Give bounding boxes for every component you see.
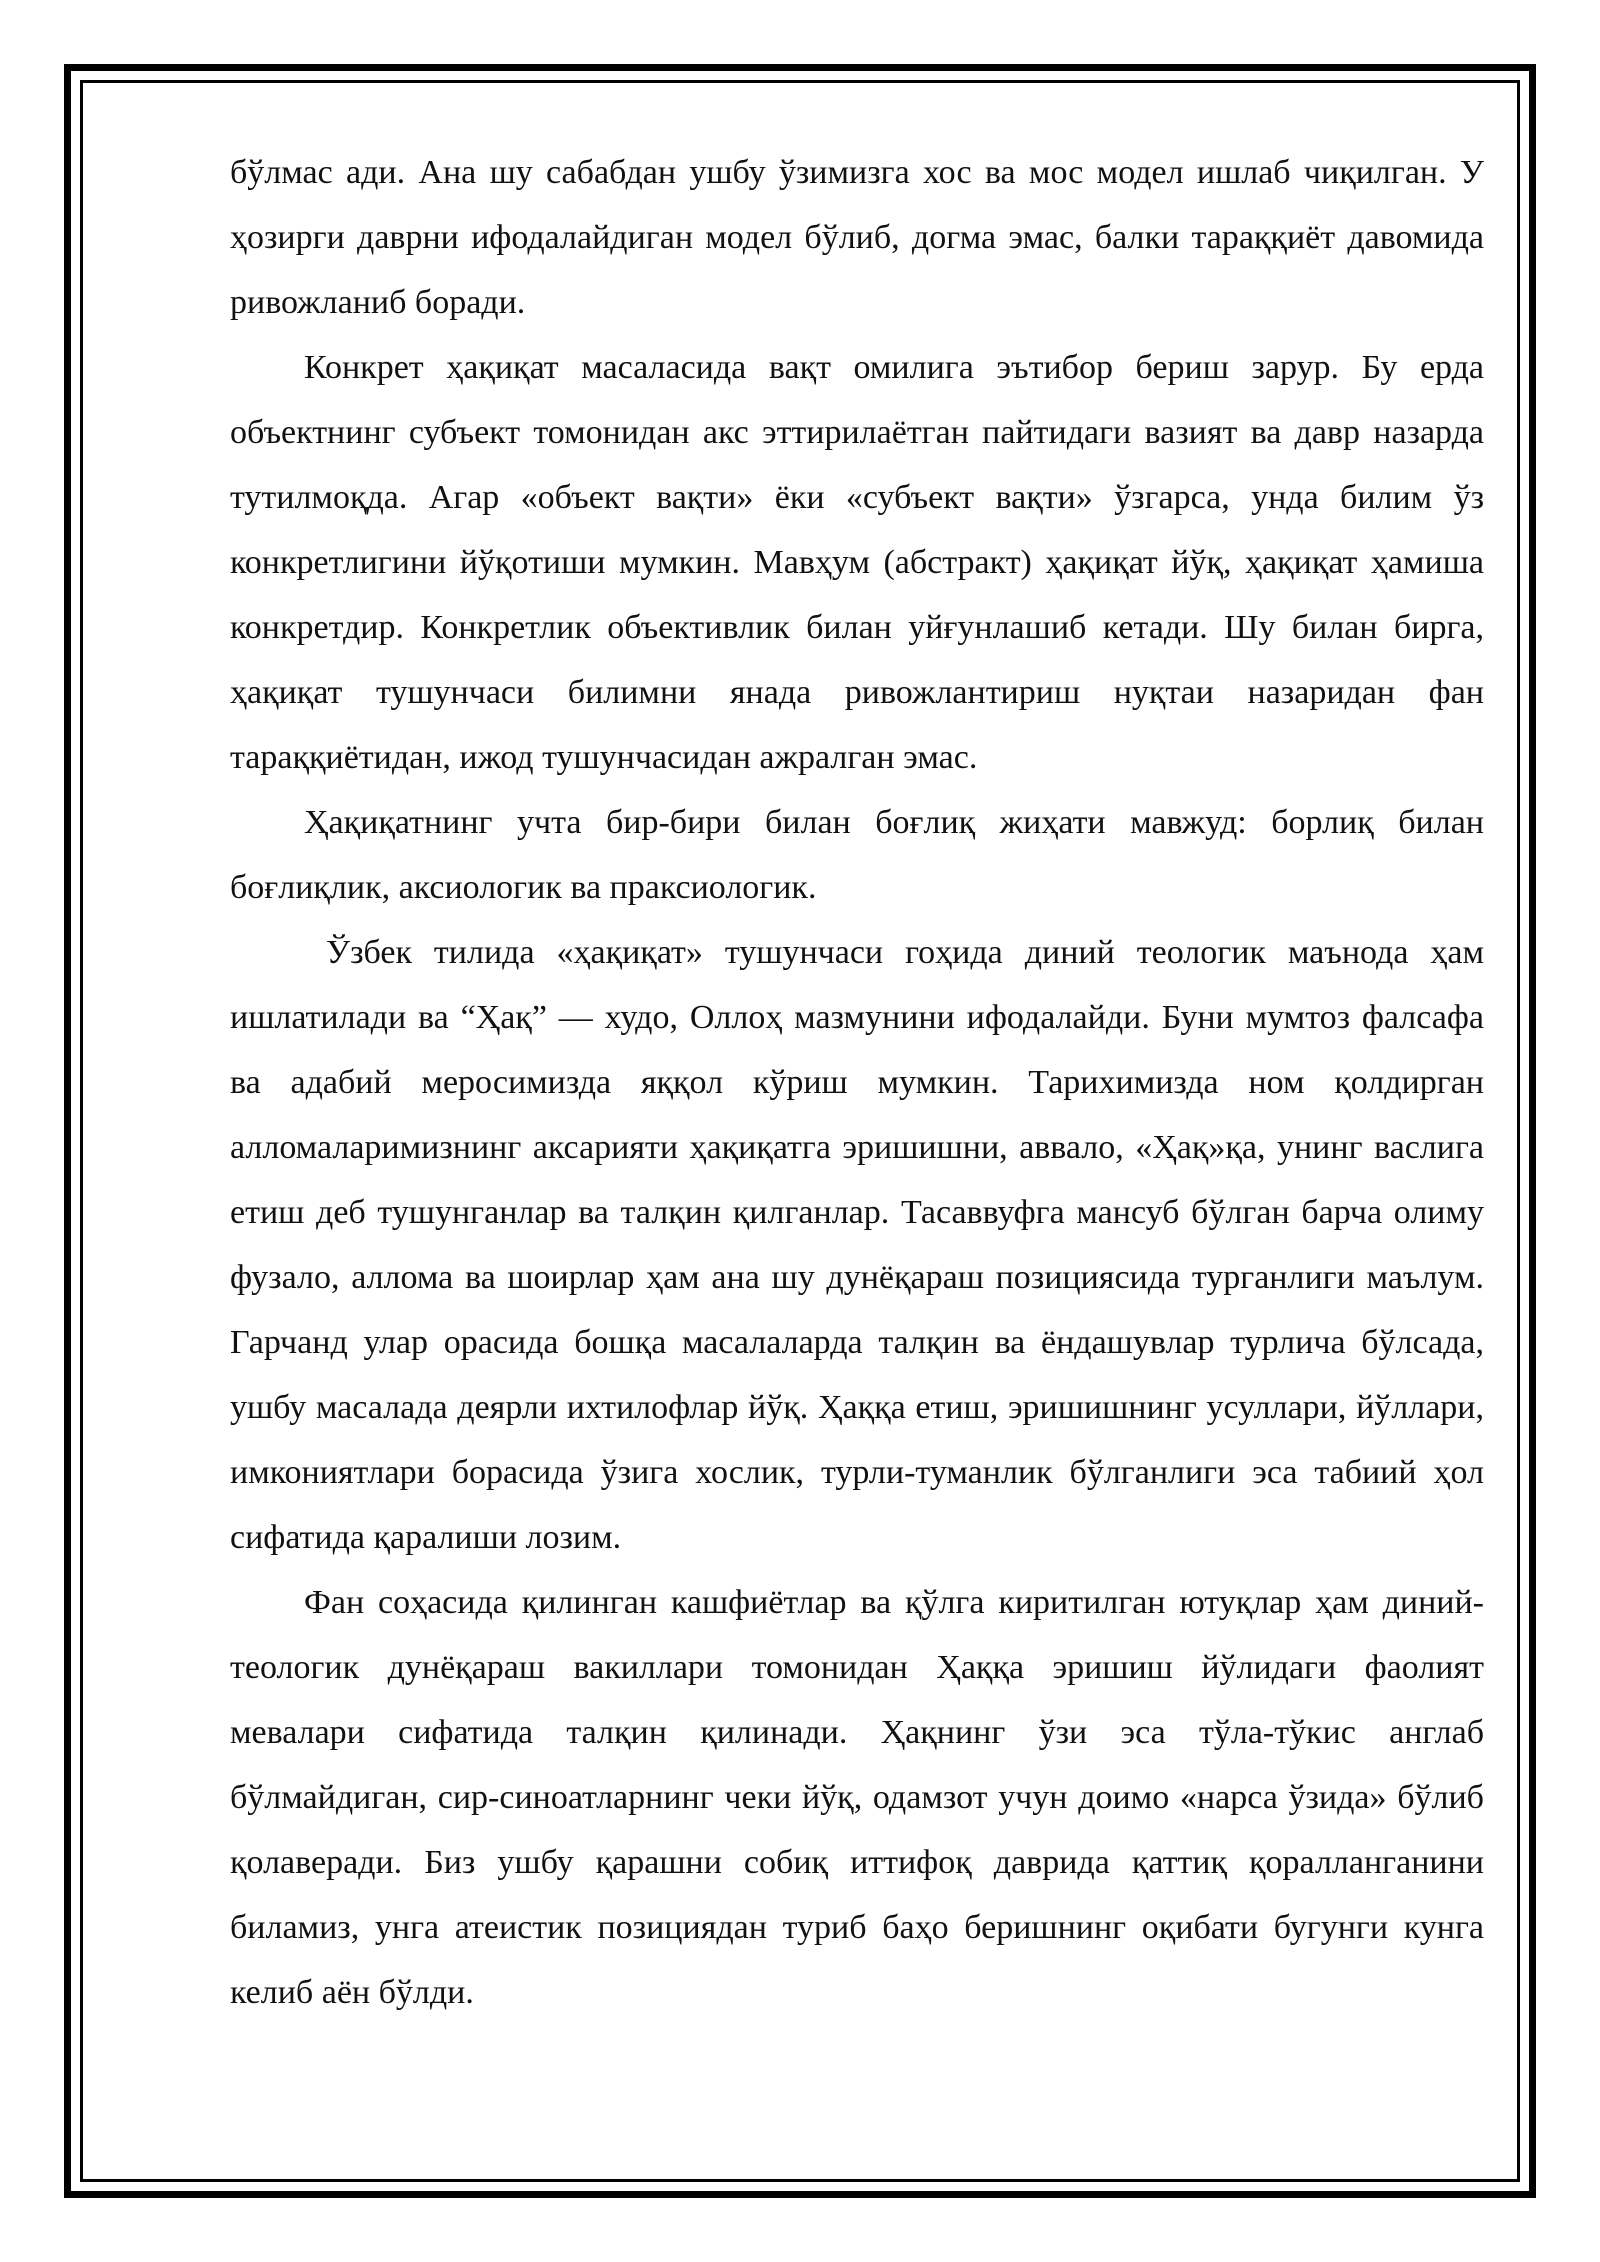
paragraph-three-aspects: Ҳақиқатнинг учта бир-бири билан боғлиқ жиҳати мавжуд: борлиқ билан боғлиқлик, аксиологик ва праксиологик. — [230, 804, 1484, 906]
paragraph-concrete-truth: Конкрет ҳақиқат масаласида вақт омилига эътибор бериш зарур. Бу ерда объектнинг субъект томонидан акс эттирилаётган пайтидаги вазият ва давр назарда тутилмоқда. Агар «объект вақти» ёки «субъект вақти» ўзгарса, унда билим ўз конкретлигини йўқотиши мумкин. Мавҳум (абстракт) ҳақиқат йўқ, ҳақиқат ҳамиша конкретдир. Конкретлик объективлик билан уйғунлашиб кетади. Шу билан бирга, ҳақиқат тушунчаси билимни янада ривожлантириш нуқтаи назаридан фан тараққиётидан, ижод тушунчасидан ажралган эмас. — [230, 349, 1484, 776]
paragraph-uzbek-language: Ўзбек тилида «ҳақиқат» тушунчаси гоҳида диний теологик маънода ҳам ишлатилади ва “Ҳақ” — худо, Оллоҳ мазмунини ифодалайди. Буни мумтоз фалсафа ва адабий меросимизда яққол кўриш мумкин. Тарихимизда ном қолдирган алломаларимизнинг аксарияти ҳақиқатга эришишни, аввало, «Ҳақ»қа, унинг васлига етиш деб тушунганлар ва талқин қилганлар. Тасаввуфга мансуб бўлган барча олиму фузало, аллома ва шоирлар ҳам ана шу дунёқараш позициясида турганлиги маълум. Гарчанд улар орасида бошқа масалаларда талқин ва ёндашувлар турлича бўлсада, ушбу масалада деярли ихтилофлар йўқ. Ҳаққа етиш, эришишнинг усуллари, йўллари, имкониятлари борасида ўзига хослик, турли-туманлик бўлганлиги эса табиий ҳол сифатида қаралиши лозим. — [230, 934, 1484, 1556]
paragraph-continued: бўлмас ади. Ана шу сабабдан ушбу ўзимизга хос ва мос модел ишлаб чиқилган. У ҳозирги даврни ифодалайдиган модел бўлиб, догма эмас, балки тараққиёт давомида ривожланиб боради. — [230, 154, 1484, 321]
paragraph-science-field: Фан соҳасида қилинган кашфиётлар ва қўлга киритилган ютуқлар ҳам диний-теологик дунёқараш вакиллари томонидан Ҳаққа эришиш йўлидаги фаолият мевалари сифатида талқин қилинади. Ҳақнинг ўзи эса тўла-тўкис англаб бўлмайдиган, сир-синоатларнинг чеки йўқ, одамзот учун доимо «нарса ўзида» бўлиб қолаверади. Биз ушбу қарашни собиқ иттифоқ даврида қаттиқ қоралланганини биламиз, унга атеистик позициядан туриб баҳо беришнинг оқибати бугунги кунга келиб аён бўлди. — [230, 1584, 1484, 2011]
document-body — [230, 140, 1484, 2025]
